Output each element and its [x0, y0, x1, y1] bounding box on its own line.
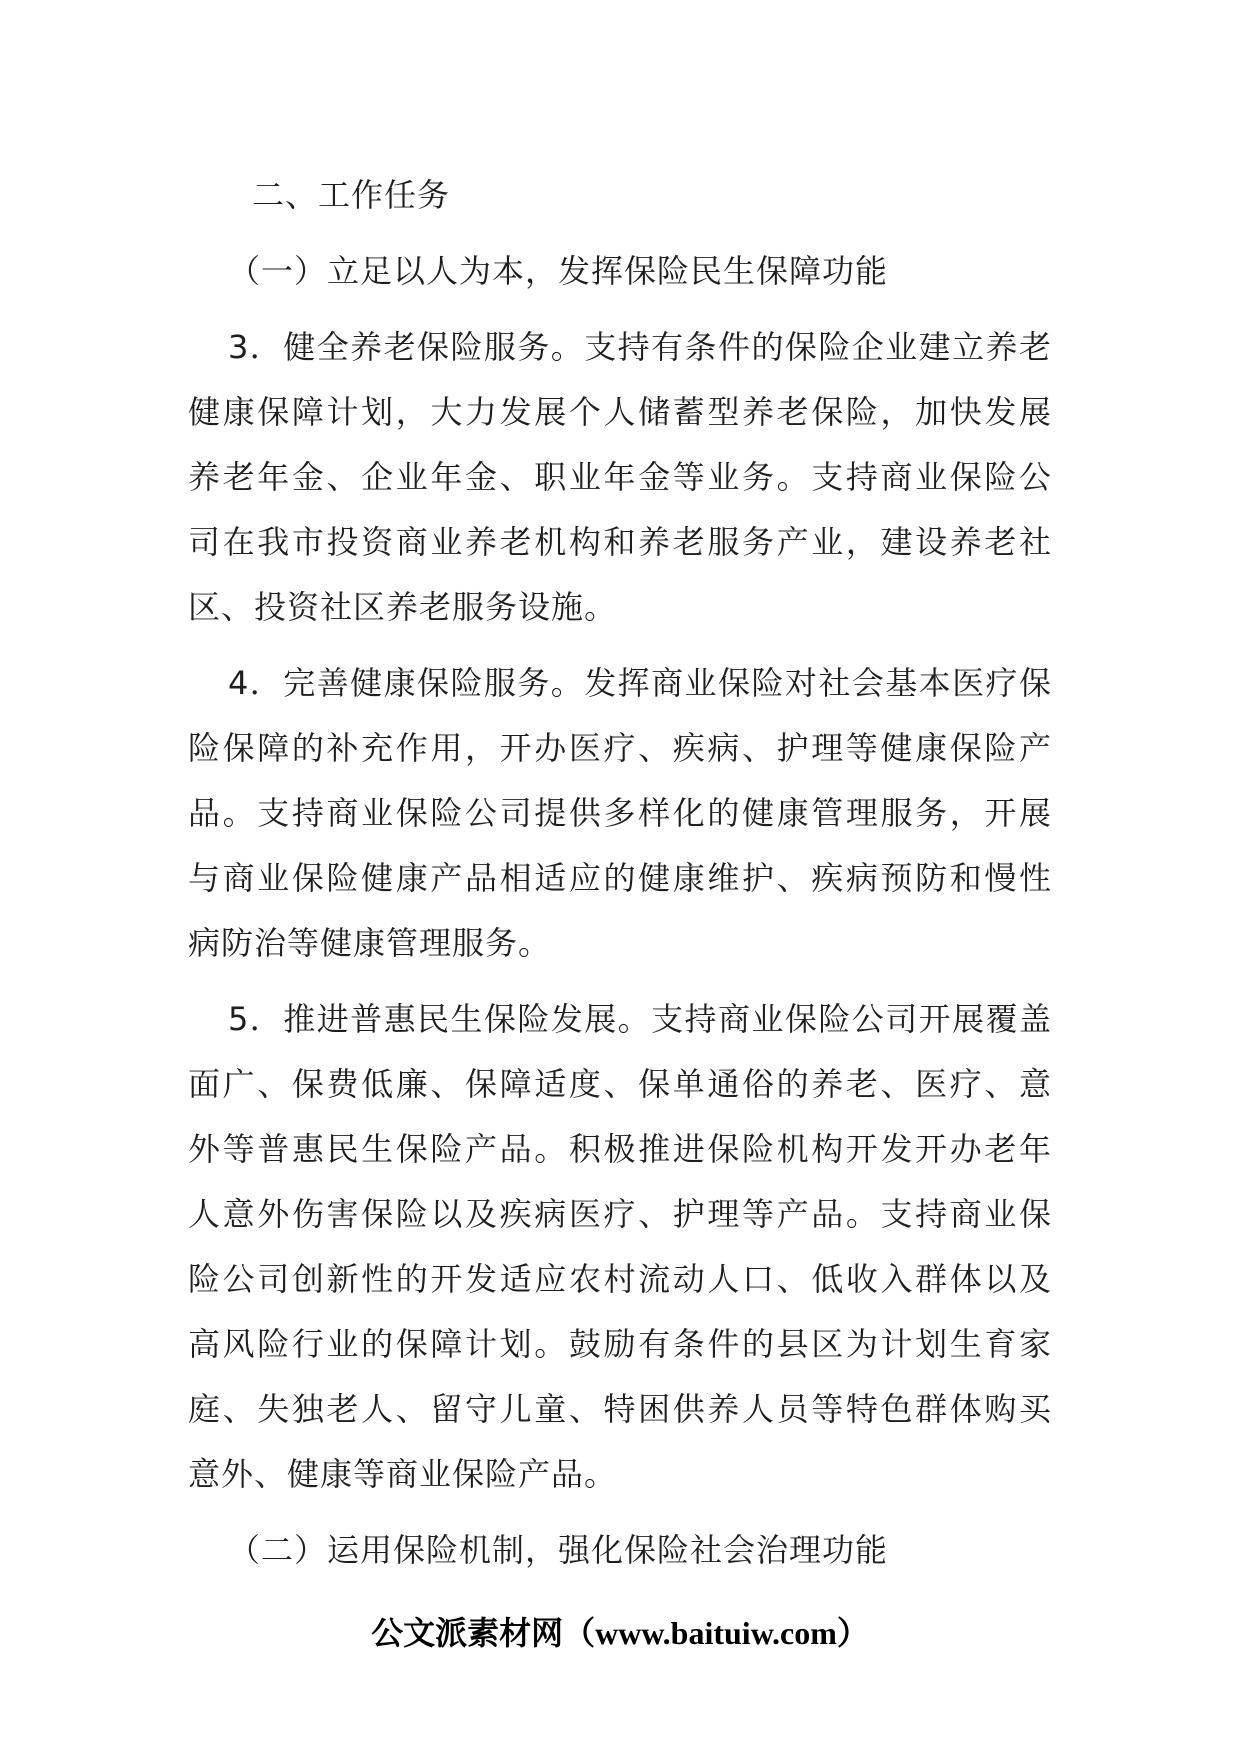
- paragraph-line: 健康保障计划，大力发展个人储蓄型养老保险，加快发展: [188, 393, 1052, 431]
- paragraph-line: 司在我市投资商业养老机构和养老服务产业，建设养老社: [188, 523, 1052, 561]
- body-paragraph: [188, 987, 1052, 1507]
- body-paragraph: [188, 651, 1052, 976]
- paragraph-line: 意外、健康等商业保险产品。: [188, 1455, 618, 1493]
- paragraph-line: 险保障的补充作用，开办医疗、疾病、护理等健康保险产: [188, 729, 1052, 767]
- paragraph-line: 外等普惠民生保险产品。积极推进保险机构开发开办老年: [188, 1130, 1052, 1168]
- paragraph-line: 险公司创新性的开发适应农村流动人口、低收入群体以及: [188, 1260, 1052, 1298]
- paragraph-line: 庭、失独老人、留守儿童、特困供养人员等特色群体购买: [188, 1390, 1052, 1428]
- paragraph-line: 人意外伤害保险以及疾病医疗、护理等产品。支持商业保: [188, 1195, 1052, 1233]
- paragraph-line: 5．推进普惠民生保险发展。支持商业保险公司开展覆盖: [228, 1000, 1052, 1038]
- paragraph-line: 高风险行业的保障计划。鼓励有条件的县区为计划生育家: [188, 1325, 1052, 1363]
- body-paragraph: [188, 315, 1052, 640]
- paragraph-line: 区、投资社区养老服务设施。: [188, 588, 618, 626]
- paragraph-line: 养老年金、企业年金、职业年金等业务。支持商业保险公: [188, 458, 1052, 496]
- paragraph-line: 面广、保费低廉、保障适度、保单通俗的养老、医疗、意: [188, 1065, 1052, 1103]
- footer-watermark: 公文派素材网（www.baituiw.com）: [371, 1615, 869, 1651]
- section-heading: 二、工作任务: [252, 176, 451, 214]
- paragraph-line: 与商业保险健康产品相适应的健康维护、疾病预防和慢性: [188, 859, 1052, 897]
- subsection-heading: （一）立足以人为本，发挥保险民生保障功能: [228, 252, 889, 290]
- paragraph-line: 4．完善健康保险服务。发挥商业保险对社会基本医疗保: [228, 664, 1052, 702]
- paragraph-line: 病防治等健康管理服务。: [188, 924, 552, 962]
- paragraph-line: 3．健全养老保险服务。支持有条件的保险企业建立养老: [228, 328, 1052, 366]
- paragraph-line: 品。支持商业保险公司提供多样化的健康管理服务，开展: [188, 794, 1052, 832]
- subsection-heading: （二）运用保险机制，强化保险社会治理功能: [228, 1531, 889, 1569]
- document-body: [188, 163, 1052, 1594]
